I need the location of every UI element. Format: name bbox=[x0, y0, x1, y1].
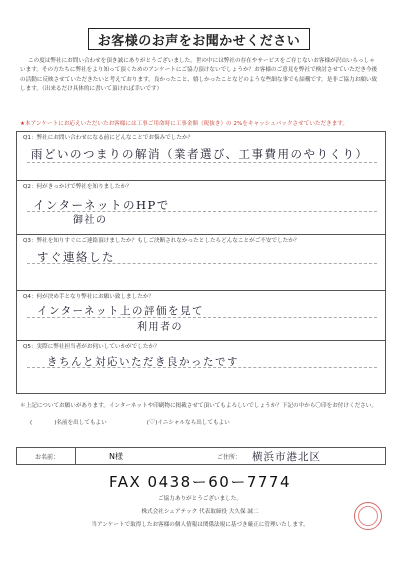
answer-line bbox=[27, 162, 377, 163]
question-1-label: Q1：弊社にお問い合わせになる前にどんなことでお悩みでしたか？ bbox=[23, 135, 194, 141]
question-4-label: Q4：何が決め手となり弊社にお願い致しましたか？ bbox=[23, 294, 155, 300]
question-3-answer: すぐ連絡した bbox=[37, 250, 115, 264]
address-value: 横浜市港北区 bbox=[252, 450, 321, 463]
company-name: 株式会社シェアテック 代表取締役 大久保 誠二 bbox=[141, 509, 259, 515]
question-5-label: Q5：実際に弊社担当者がお伺いしていかがでしたか？ bbox=[23, 344, 160, 350]
thanks-text: ご協力ありがとうございました。 bbox=[158, 496, 242, 502]
option-name-label: 名前を出してもよい bbox=[56, 420, 107, 426]
question-1-answer: 雨どいのつまりの解消（業者選び、工事費用のやりくり） bbox=[31, 147, 369, 161]
seal-inner-ring bbox=[358, 506, 378, 526]
question-4-answer: インターネット上の評価を見て bbox=[37, 305, 205, 317]
option-initial[interactable]: (♡)イニシャルなら出してもよい bbox=[146, 418, 230, 426]
publication-note: ＊上記についてお願いがあります。インターネットや印刷物に掲載させて頂いてもよろしいでしょうか？下記の中から〇印をお付けください。 bbox=[20, 403, 377, 409]
company-seal-icon bbox=[354, 502, 382, 530]
name-value: N様 bbox=[109, 451, 123, 461]
fax-number: FAX 0438ー60ー7774 bbox=[109, 473, 291, 491]
intro-text bbox=[20, 57, 380, 95]
question-5-answer: きちんと対応いただき良かったです bbox=[47, 356, 239, 368]
privacy-notice: 当アンケートで取得したお客様の個人情報は関係法規に基づき厳正に管理いたします。 bbox=[91, 522, 309, 528]
heart-icon: ♡ bbox=[148, 418, 156, 426]
page-title: お客様のお声をお聞かせください bbox=[88, 28, 310, 50]
name-divider bbox=[75, 448, 76, 464]
question-4 bbox=[17, 290, 385, 340]
address-label: ご住所： bbox=[217, 453, 242, 461]
question-2 bbox=[17, 180, 385, 234]
question-3-label: Q3：弊社を知りすぐにご連絡頂けましたか？もしご決断されなかったとしたらどんなことがご不安でしたか？ bbox=[23, 238, 300, 244]
question-3 bbox=[17, 234, 385, 290]
question-2-label: Q2：何がきっかけで弊社を知りましたか？ bbox=[23, 184, 132, 190]
option-initial-label: イニシャルなら出してもよい bbox=[157, 420, 230, 426]
publication-options bbox=[30, 418, 370, 426]
question-2-answer-extra: 御社の bbox=[73, 215, 108, 226]
intro-paragraph: この度は弊社にお問い合わせを頂き誠にありがとうございました。世の中には弊社の存在やサービスをご存じないお客様が沢山いらっしゃいます。その方たちに弊社をより知って頂くためのアンケートにご協力頂けないでしょうか？お客様のご意見を弊社で検討させていただき今後の活動に反映させていただきたいと考えております。良かったこと、嬉しかったことなどのような些細な事でも結構です。是非ご協力お願い致します。（出来るだけ具体的に書いて頂ければ幸いです） bbox=[20, 58, 378, 93]
option-name[interactable]: ( )名前を出してもよい bbox=[30, 420, 107, 426]
question-1 bbox=[17, 132, 385, 180]
name-address-box bbox=[16, 447, 386, 465]
question-4-answer-extra: 利用者の bbox=[137, 322, 183, 333]
name-label: お名前： bbox=[35, 453, 60, 461]
question-2-answer: インターネットのHPで bbox=[33, 198, 170, 212]
cashback-notice: ★本アンケートにお応えいただいたお客様には工事ご用命時に工事金額（税抜き）の 2%をキャッシュバックさせていただきます。 bbox=[20, 121, 349, 127]
question-5 bbox=[17, 340, 385, 395]
survey-box bbox=[16, 131, 386, 394]
